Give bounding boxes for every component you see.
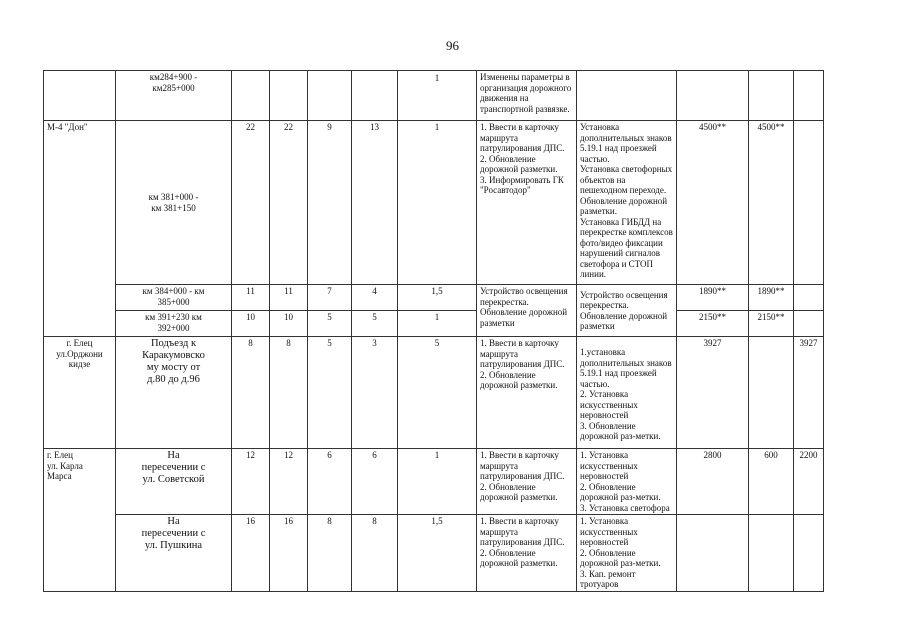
value-cell: 12 bbox=[232, 449, 270, 515]
location-cell: км 384+000 - км 385+000 bbox=[116, 285, 232, 311]
cost-cell: 4500** bbox=[749, 121, 794, 285]
value-cell: 8 bbox=[270, 337, 308, 449]
cost-cell bbox=[794, 515, 824, 592]
cost-cell: 2800 bbox=[677, 449, 749, 515]
road-cell bbox=[44, 71, 116, 121]
value-cell: 1 bbox=[398, 121, 477, 285]
value-cell: 8 bbox=[352, 515, 398, 592]
cost-cell bbox=[677, 515, 749, 592]
cost-cell: 3927 bbox=[794, 337, 824, 449]
road-name-cell: г. Елец ул. Карла Марса bbox=[44, 449, 116, 592]
cost-cell: 3927 bbox=[677, 337, 749, 449]
cost-cell bbox=[794, 285, 824, 311]
value-cell: 5 bbox=[308, 337, 352, 449]
value-cell: 8 bbox=[232, 337, 270, 449]
value-cell: 1 bbox=[398, 311, 477, 337]
value-cell: 22 bbox=[270, 121, 308, 285]
value-cell: 7 bbox=[308, 285, 352, 311]
measures-cell: 1.установка дополнительных знаков 5.19.1 над проезжей частью. 2. Установка искусственных неровностей 3. Обновление дорожной раз-метки. bbox=[577, 337, 677, 449]
cost-cell: 4500** bbox=[677, 121, 749, 285]
table-row bbox=[44, 285, 824, 311]
measures-cell: 1. Установка искусственных неровностей 2. Обновление дорожной раз-метки. 3. Кап. ремонт тротуаров bbox=[577, 515, 677, 592]
cost-cell bbox=[794, 121, 824, 285]
value-cell: 1 bbox=[398, 449, 477, 515]
cost-cell bbox=[749, 337, 794, 449]
cost-cell: 2150** bbox=[677, 311, 749, 337]
measures-cell: Установка дополнительных знаков 5.19.1 над проезжей частью. Установка светофорных объектов на пешеходном переходе. Обновление дорожной разметки. Установка ГИБДД на перекрестке комплексов фото/видео фиксации нарушений сигналов светофора и СТОП линии. bbox=[577, 121, 677, 285]
value-cell: 16 bbox=[232, 515, 270, 592]
cost-cell bbox=[677, 71, 749, 121]
value-cell: 5 bbox=[308, 311, 352, 337]
value-cell: 4 bbox=[352, 285, 398, 311]
value-cell: 3 bbox=[352, 337, 398, 449]
road-name-cell: М-4 "Дон" bbox=[44, 121, 116, 337]
value-cell: 1,5 bbox=[398, 285, 477, 311]
value-cell: 11 bbox=[232, 285, 270, 311]
measures-cell: 1. Ввести в карточку маршрута патрулирования ДПС. 2. Обновление дорожной разметки. bbox=[477, 449, 577, 515]
location-cell: км 391+230 км 392+000 bbox=[116, 311, 232, 337]
measures-cell: 1. Ввести в карточку маршрута патрулирования ДПС. 2. Обновление дорожной разметки. 3. Информировать ГК "Росавтодор" bbox=[477, 121, 577, 285]
measures-cell bbox=[577, 71, 677, 121]
table-row bbox=[44, 337, 824, 449]
value-cell: 11 bbox=[270, 285, 308, 311]
table-row bbox=[44, 311, 824, 337]
measures-cell: Устройство освещения перекрестка. Обновление дорожной разметки bbox=[577, 285, 677, 337]
measures-cell: 1. Ввести в карточку маршрута патрулирования ДПС. 2. Обновление дорожной разметки. bbox=[477, 515, 577, 592]
cost-cell bbox=[794, 71, 824, 121]
measures-cell: 1. Установка искусственных неровностей 2. Обновление дорожной раз-метки. 3. Установка светофора bbox=[577, 449, 677, 515]
cost-cell: 1890** bbox=[677, 285, 749, 311]
road-safety-table bbox=[43, 70, 824, 592]
measures-cell: Устройство освещения перекрестка. Обновление дорожной разметки bbox=[477, 285, 577, 337]
page-number: 96 bbox=[446, 38, 459, 53]
cost-cell: 600 bbox=[749, 449, 794, 515]
cost-cell: 2200 bbox=[794, 449, 824, 515]
value-cell: 6 bbox=[308, 449, 352, 515]
value-cell bbox=[232, 71, 270, 121]
table-row bbox=[44, 71, 824, 121]
road-name-cell: г. Елец ул.Орджони кидзе bbox=[44, 337, 116, 449]
measures-cell: Изменены параметры в организация дорожного движения на транспортной развязке. bbox=[477, 71, 577, 121]
table-row bbox=[44, 449, 824, 515]
value-cell: 16 bbox=[270, 515, 308, 592]
location-cell: км284+900 - км285+000 bbox=[116, 71, 232, 121]
value-cell bbox=[270, 71, 308, 121]
value-cell: 10 bbox=[270, 311, 308, 337]
value-cell bbox=[352, 71, 398, 121]
location-cell: На пересечении с ул. Пушкина bbox=[116, 515, 232, 592]
cost-cell bbox=[794, 311, 824, 337]
value-cell: 1,5 bbox=[398, 515, 477, 592]
value-cell: 5 bbox=[398, 337, 477, 449]
value-cell: 6 bbox=[352, 449, 398, 515]
table-row bbox=[44, 121, 824, 285]
value-cell: 22 bbox=[232, 121, 270, 285]
value-cell: 1 bbox=[398, 71, 477, 121]
value-cell: 8 bbox=[308, 515, 352, 592]
value-cell bbox=[308, 71, 352, 121]
value-cell: 9 bbox=[308, 121, 352, 285]
cost-cell: 2150** bbox=[749, 311, 794, 337]
location-cell: км 381+000 - км 381+150 bbox=[116, 121, 232, 285]
value-cell: 5 bbox=[352, 311, 398, 337]
cost-cell: 1890** bbox=[749, 285, 794, 311]
location-cell: Подъезд к Каракумовско му мосту от д.80 до д.96 bbox=[116, 337, 232, 449]
value-cell: 12 bbox=[270, 449, 308, 515]
location-cell: На пересечении с ул. Советской bbox=[116, 449, 232, 515]
measures-cell: 1. Ввести в карточку маршрута патрулирования ДПС. 2. Обновление дорожной разметки. bbox=[477, 337, 577, 449]
table-row bbox=[44, 515, 824, 592]
cost-cell bbox=[749, 515, 794, 592]
value-cell: 13 bbox=[352, 121, 398, 285]
cost-cell bbox=[749, 71, 794, 121]
value-cell: 10 bbox=[232, 311, 270, 337]
